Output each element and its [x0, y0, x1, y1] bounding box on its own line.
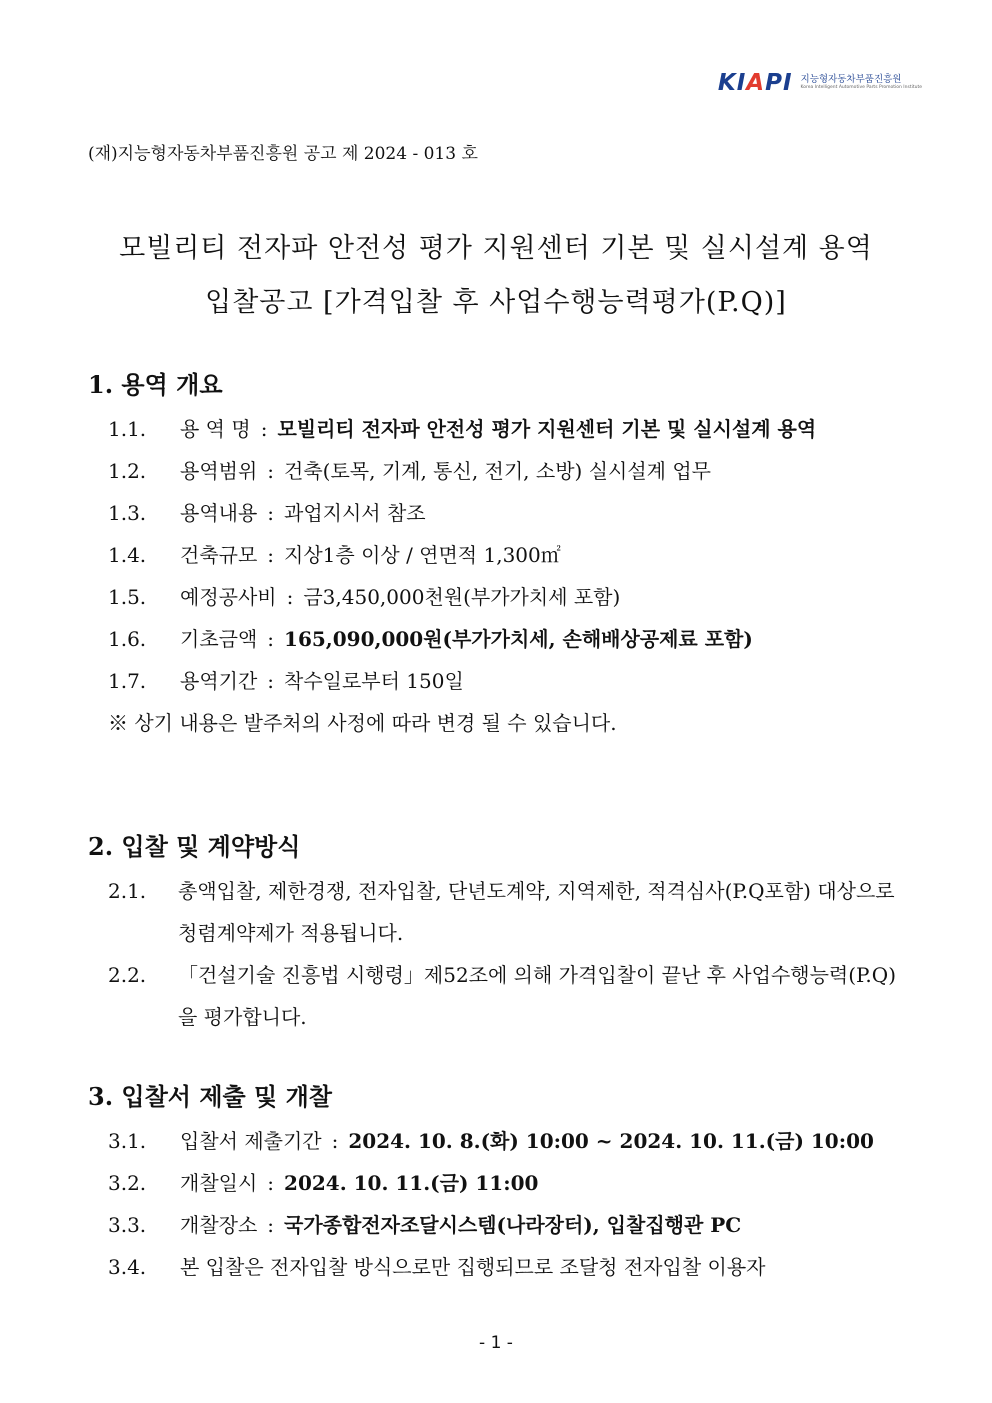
colon: : — [267, 1171, 275, 1195]
item-label: 개찰일시 — [180, 1171, 258, 1195]
item-number: 2.2. — [108, 963, 147, 987]
item-value: 착수일로부터 150일 — [284, 669, 464, 693]
logo-text — [801, 75, 922, 90]
item-3-2 — [88, 1162, 912, 1204]
item-value: 과업지시서 참조 — [284, 501, 426, 525]
logo-mark: KIAPI — [717, 70, 793, 96]
item-number: 3.4. — [108, 1255, 147, 1279]
item-number: 2.1. — [108, 879, 147, 903]
item-number: 1.4. — [108, 543, 147, 567]
item-2-2 — [88, 954, 912, 1038]
item-label: 용역범위 — [180, 459, 258, 483]
colon: : — [267, 459, 275, 483]
section-bid-submission — [88, 1080, 912, 1288]
item-1-7 — [88, 660, 912, 702]
colon: : — [267, 627, 275, 651]
item-number: 1.3. — [108, 501, 147, 525]
title-line-1: 모빌리티 전자파 안전성 평가 지원센터 기본 및 실시설계 용역 — [119, 233, 873, 264]
item-3-4 — [88, 1246, 912, 1288]
item-value: 금3,450,000천원(부가가치세 포함) — [303, 585, 621, 609]
section-heading: 2. 입찰 및 계약방식 — [88, 832, 301, 861]
colon: : — [267, 501, 275, 525]
notice-number: (재)지능형자동차부품진흥원 공고 제 2024 - 013 호 — [88, 144, 478, 164]
item-number: 1.5. — [108, 585, 147, 609]
item-value: 본 입찰은 전자입찰 방식으로만 집행되므로 조달청 전자입찰 이용자 — [180, 1255, 766, 1279]
item-value: 지상1층 이상 / 연면적 1,300㎡ — [284, 543, 561, 567]
item-1-4 — [88, 534, 912, 576]
item-value: 165,090,000원(부가가치세, 손해배상공제료 포함) — [284, 627, 753, 651]
logo-name-en: Korea Intelligent Automotive Parts Promotion Institute — [800, 84, 922, 90]
section-bidding-method — [88, 830, 912, 1038]
section-heading: 3. 입찰서 제출 및 개찰 — [88, 1082, 332, 1111]
item-value: 「건설기술 진흥법 시행령」제52조에 의해 가격입찰이 끝난 후 사업수행능력(P.Q)을 평가합니다. — [178, 963, 896, 1029]
item-value: 총액입찰, 제한경쟁, 전자입찰, 단년도계약, 지역제한, 적격심사(P.Q포함) 대상으로 청렴계약제가 적용됩니다. — [178, 879, 895, 945]
logo-name-ko: 지능형자동차부품진흥원 — [800, 74, 902, 86]
colon: : — [260, 417, 268, 441]
item-value: 2024. 10. 11.(금) 11:00 — [284, 1171, 539, 1195]
item-number: 1.6. — [108, 627, 147, 651]
item-number: 1.7. — [108, 669, 147, 693]
item-value: 건축(토목, 기계, 통신, 전기, 소방) 실시설계 업무 — [284, 459, 711, 483]
item-label: 건축규모 — [180, 543, 258, 567]
page-number: - 1 - — [479, 1333, 513, 1353]
title-line-2: 입찰공고 [가격입찰 후 사업수행능력평가(P.Q)] — [205, 287, 787, 318]
item-1-3 — [88, 492, 912, 534]
notice-remark: ※ 상기 내용은 발주처의 사정에 따라 변경 될 수 있습니다. — [108, 711, 617, 735]
item-value: 모빌리티 전자파 안전성 평가 지원센터 기본 및 실시설계 용역 — [277, 417, 817, 441]
item-label: 용역기간 — [180, 669, 258, 693]
section-overview — [88, 368, 912, 744]
item-number: 3.2. — [108, 1171, 147, 1195]
item-3-3 — [88, 1204, 912, 1246]
item-1-2 — [88, 450, 912, 492]
item-label: 입찰서 제출기간 — [180, 1129, 322, 1153]
item-number: 3.1. — [108, 1129, 147, 1153]
item-number: 3.3. — [108, 1213, 147, 1237]
item-value: 2024. 10. 8.(화) 10:00 ~ 2024. 10. 11.(금) 10:00 — [348, 1129, 874, 1153]
item-3-1 — [88, 1120, 912, 1162]
item-label: 예정공사비 — [180, 585, 277, 609]
item-1-6 — [88, 618, 912, 660]
item-number: 1.2. — [108, 459, 147, 483]
colon: : — [267, 543, 275, 567]
item-label: 용 역 명 — [180, 417, 251, 441]
item-2-1 — [88, 870, 912, 954]
section-heading: 1. 용역 개요 — [88, 370, 223, 399]
colon: : — [331, 1129, 339, 1153]
logo — [718, 70, 922, 96]
item-label: 기초금액 — [180, 627, 258, 651]
colon: : — [286, 585, 294, 609]
item-value: 국가종합전자조달시스템(나라장터), 입찰집행관 PC — [284, 1213, 742, 1237]
item-1-1 — [88, 408, 912, 450]
item-number: 1.1. — [108, 417, 147, 441]
document-title — [70, 222, 922, 330]
item-label: 용역내용 — [180, 501, 258, 525]
item-label: 개찰장소 — [180, 1213, 258, 1237]
item-1-5 — [88, 576, 912, 618]
colon: : — [267, 1213, 275, 1237]
colon: : — [267, 669, 275, 693]
